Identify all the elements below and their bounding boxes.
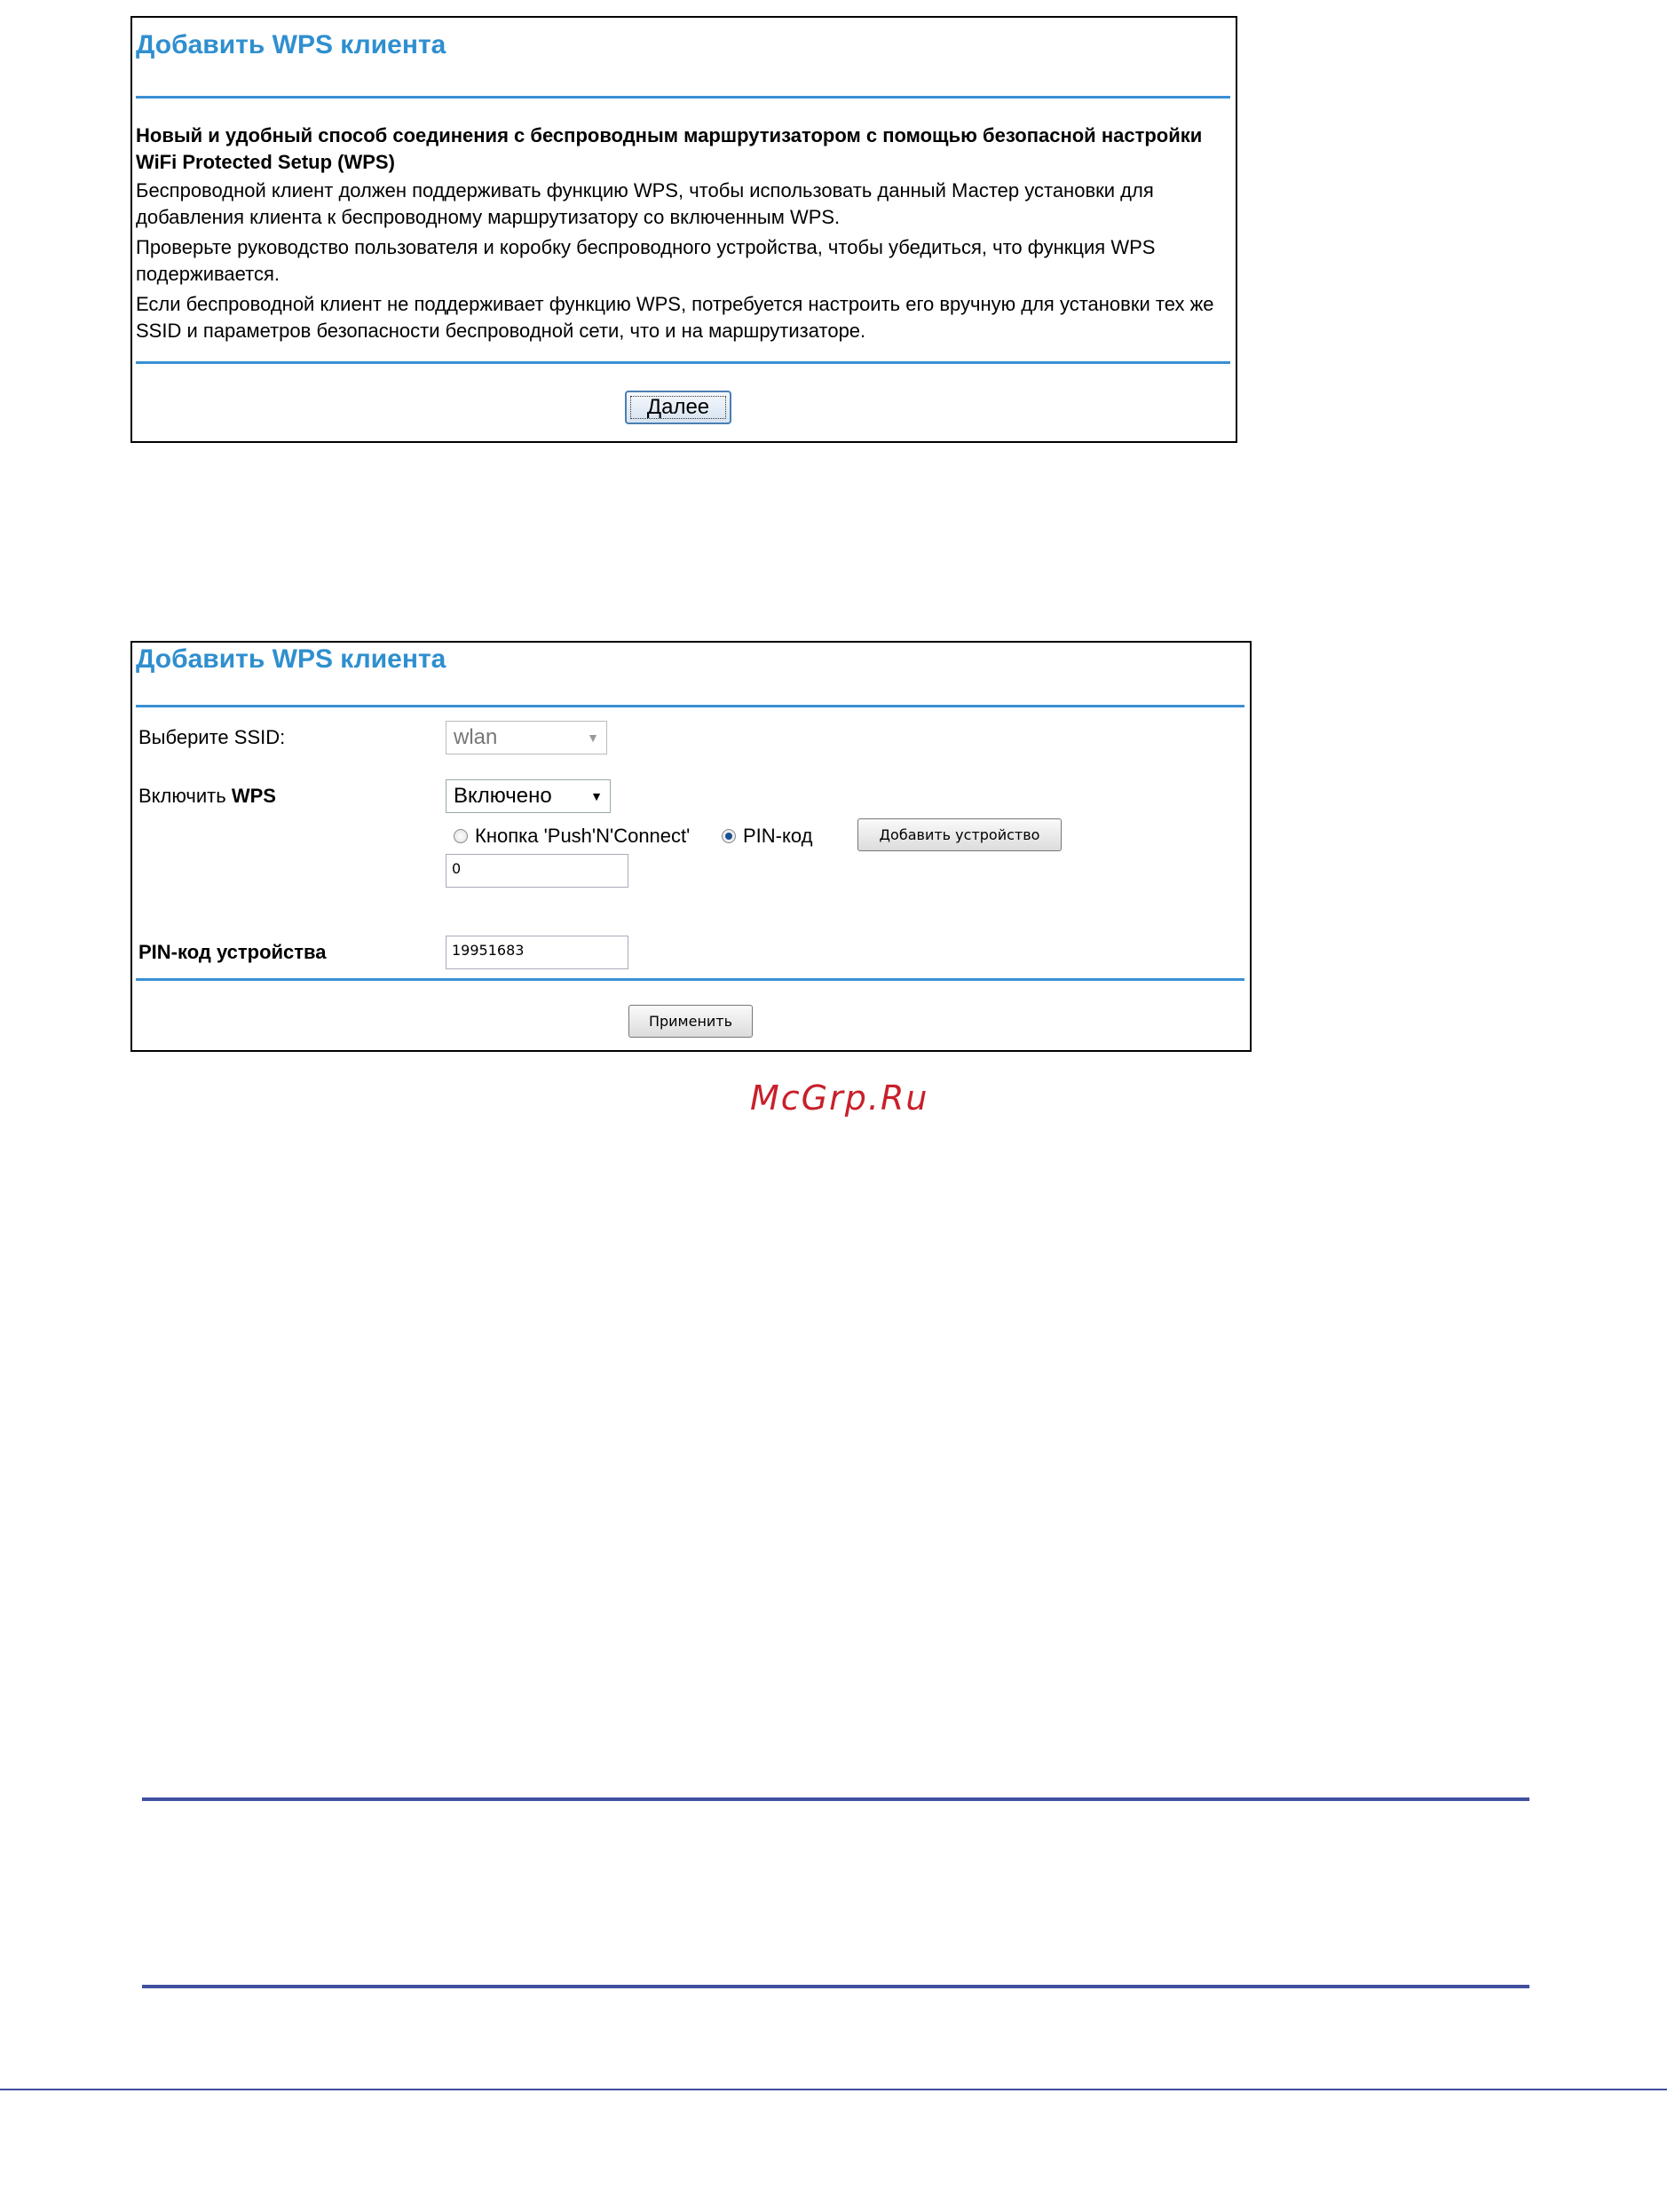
divider-line: [142, 1985, 1529, 1988]
chevron-down-icon: ▼: [590, 789, 603, 803]
device-pin-label-text: PIN-код устройства: [138, 941, 327, 963]
device-pin-input[interactable]: 19951683: [446, 936, 628, 969]
ssid-label: Выберите SSID:: [138, 726, 286, 748]
divider: [136, 361, 1230, 364]
wps-label: [138, 785, 276, 808]
radio-push-connect[interactable]: [454, 825, 690, 848]
divider: [136, 96, 1230, 99]
apply-button[interactable]: Применить: [628, 1005, 753, 1038]
chevron-down-icon: ▼: [587, 731, 599, 745]
panel-title: Добавить WPS клиента: [136, 30, 446, 59]
wps-intro-panel: [130, 16, 1237, 443]
ssid-value: wlan: [454, 725, 498, 749]
radio-pin-label: PIN-код: [743, 825, 813, 847]
wps-label-text: Включить: [138, 785, 232, 807]
divider-line: [142, 1797, 1529, 1801]
ssid-select[interactable]: [446, 721, 607, 754]
radio-button-selected[interactable]: [722, 829, 736, 843]
intro-text: Новый и удобный способ соединения с беспроводным маршрутизатором с помощью безопасной настройки WiFi Protected Setup (WPS): [136, 124, 1203, 173]
divider: [136, 978, 1244, 981]
paragraph-wps-support: Беспроводной клиент должен поддерживать функцию WPS, чтобы использовать данный Мастер установки для добавления клиента к беспроводному маршрутизатору со включенным WPS.: [136, 179, 1154, 228]
paragraph-check-manual: Проверьте руководство пользователя и коробку беспроводного устройства, чтобы убедиться, что функция WPS подерживается.: [136, 236, 1156, 285]
pin-input[interactable]: 0: [446, 854, 628, 888]
add-device-button[interactable]: Добавить устройство: [857, 818, 1062, 851]
paragraph-manual-setup: Если беспроводной клиент не поддерживает функцию WPS, потребуется настроить его вручную для установки тех же SSID и параметров безопасности беспроводной сети, что и на маршрутизаторе.: [136, 293, 1214, 342]
watermark-text: McGrp.Ru: [750, 1078, 929, 1118]
wps-settings-panel: [130, 641, 1252, 1052]
wps-enable-select[interactable]: [446, 779, 611, 813]
divider: [136, 705, 1244, 707]
panel-title: Добавить WPS клиента: [136, 644, 446, 674]
radio-push-label: Кнопка 'Push'N'Connect': [475, 825, 691, 847]
wps-label-bold: WPS: [231, 785, 276, 807]
wps-enable-value: Включено: [454, 784, 552, 808]
radio-button[interactable]: [454, 829, 468, 843]
divider-line: [0, 2089, 1667, 2090]
radio-pin-code[interactable]: [722, 825, 812, 848]
device-pin-label: [138, 941, 327, 964]
next-button[interactable]: Далее: [625, 391, 731, 424]
